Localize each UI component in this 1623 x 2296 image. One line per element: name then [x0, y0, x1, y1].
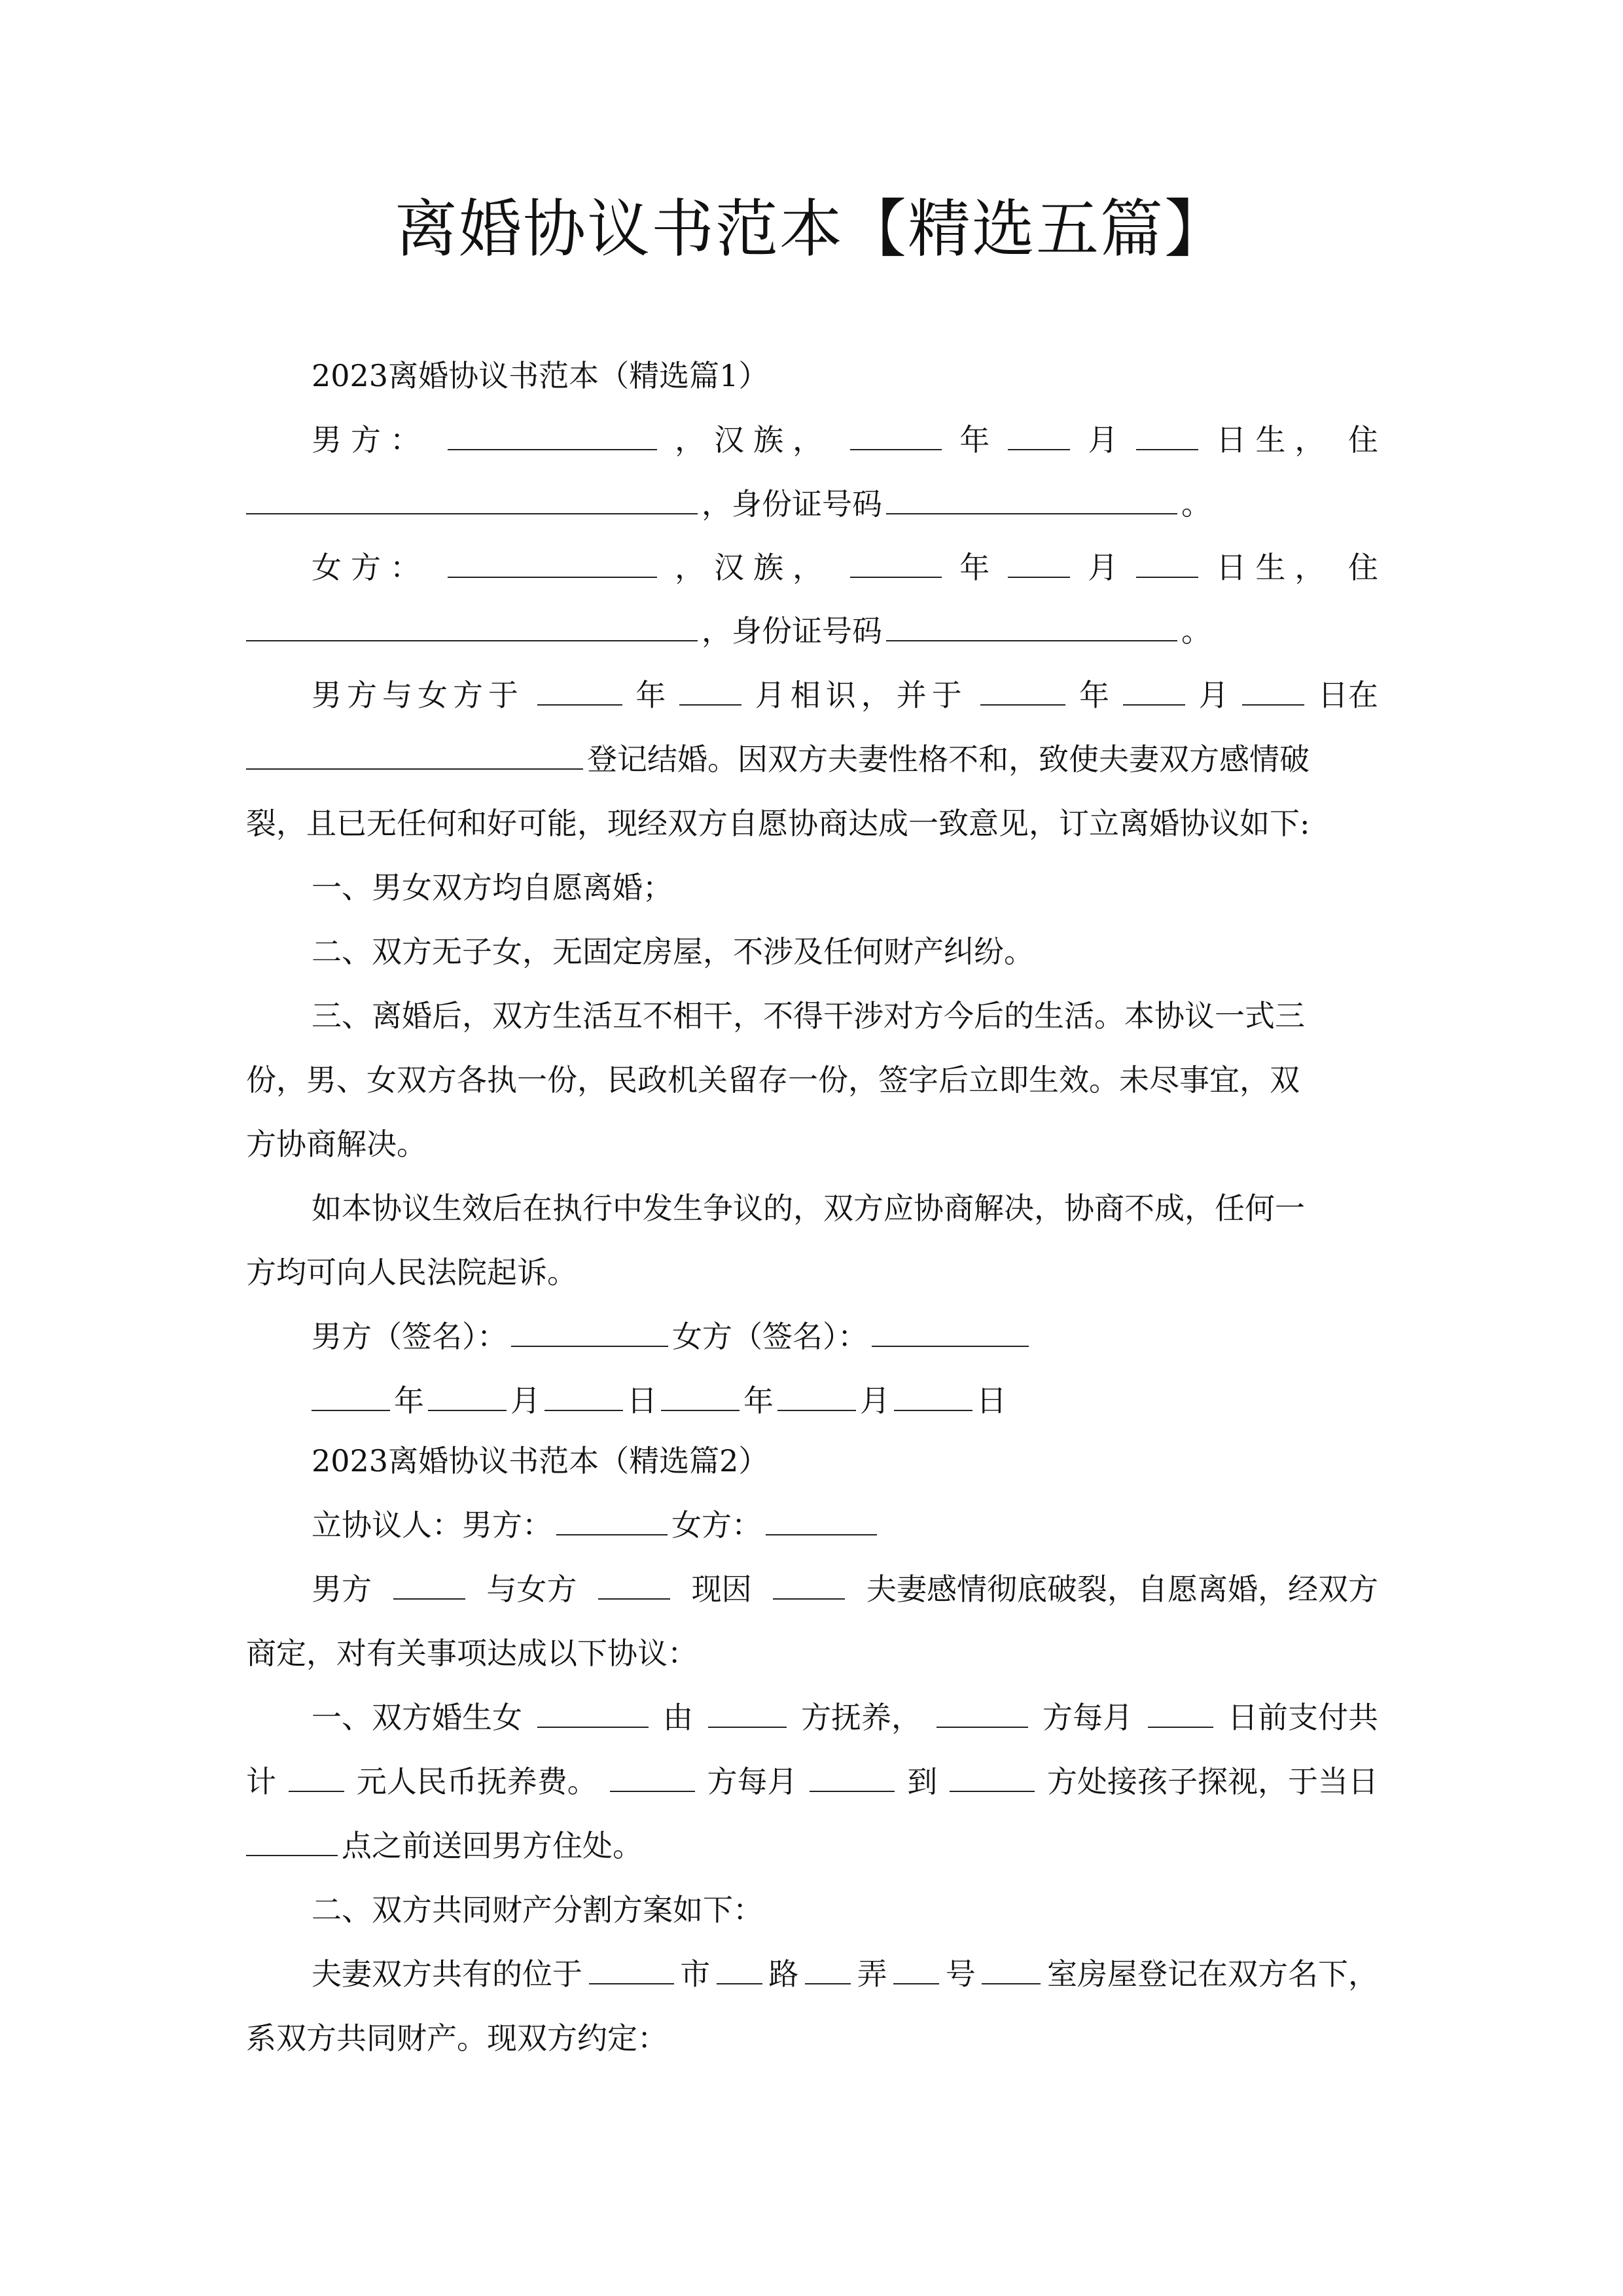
woman-label: 女方：: [312, 550, 429, 585]
custody-line-1: [312, 1696, 1378, 1738]
id-label: ，身份证号码: [702, 486, 882, 522]
date-month-text: 月: [510, 1383, 541, 1418]
marry-month-text: 月: [1198, 677, 1229, 713]
ethnic-text: ，汉族，: [675, 550, 832, 585]
period-text: 。: [1181, 613, 1211, 649]
man-label: 男方：: [312, 422, 429, 457]
custody-daughter: 一、双方婚生女: [312, 1700, 522, 1735]
meet-month-text: 月相识，并于: [755, 677, 967, 713]
year-text: 年: [959, 550, 990, 585]
house-line: [312, 1953, 1378, 1995]
marry-year-text: 年: [1079, 677, 1110, 713]
road-text: 路: [768, 1956, 799, 1992]
woman-name-blank[interactable]: [448, 547, 657, 578]
article-1-item-3-line-2: 份，男、女双方各执一份，民政机关留存一份，签字后立即生效。未尽事宜，双: [246, 1062, 1300, 1098]
man-birth-month-blank[interactable]: [1008, 419, 1070, 450]
visit-party-blank[interactable]: [950, 1761, 1035, 1792]
sign-woman-blank[interactable]: [872, 1316, 1029, 1347]
dispute-line-1: 如本协议生效后在执行中发生争议的，双方应协商解决，协商不成，任何一: [312, 1191, 1305, 1226]
intro-reason: 现因: [691, 1571, 752, 1607]
signature-line: [312, 1316, 1378, 1357]
woman-id-line: [246, 610, 1378, 652]
live-text: 住: [1347, 422, 1378, 457]
return-time-blank[interactable]: [246, 1825, 338, 1856]
road-blank[interactable]: [717, 1953, 762, 1984]
woman-birth-year-blank[interactable]: [850, 547, 942, 578]
date2-month-text: 月: [860, 1383, 890, 1418]
date2-month-blank[interactable]: [777, 1380, 856, 1411]
year-text: 年: [959, 422, 990, 457]
city-blank[interactable]: [589, 1953, 674, 1984]
pay-before: 日前支付共: [1228, 1700, 1378, 1735]
intro-line: [312, 1568, 1378, 1610]
visit-to: 到: [907, 1764, 938, 1799]
intro-cont-line: 商定，对有关事项达成以下协议：: [246, 1636, 698, 1671]
number-blank[interactable]: [893, 1953, 939, 1984]
pay-day-blank[interactable]: [1148, 1696, 1213, 1728]
meet-year-blank[interactable]: [537, 674, 622, 706]
signature-date-line: [312, 1380, 1378, 1422]
man-info-line: [312, 419, 1378, 461]
property-heading: 二、双方共同财产分割方案如下：: [312, 1892, 763, 1928]
custody-party-blank[interactable]: [708, 1696, 787, 1728]
date-year-text: 年: [394, 1383, 424, 1418]
document-title: 离婚协议书范本【精选五篇】: [395, 192, 1228, 266]
lane-text: 弄: [857, 1956, 887, 1992]
house-cont-line: 系双方共同财产。现双方约定：: [246, 2020, 668, 2056]
custody-line-2: [246, 1761, 1378, 1803]
date2-day-blank[interactable]: [894, 1380, 972, 1411]
daughter-name-blank[interactable]: [537, 1696, 649, 1728]
support-fee-text: 元人民币抚养费。: [356, 1764, 597, 1799]
date-day-blank[interactable]: [544, 1380, 623, 1411]
intro-man: 男方: [312, 1571, 372, 1607]
parties-label: 立协议人：男方：: [312, 1507, 552, 1543]
meet-text: 男方与女方于: [312, 677, 524, 713]
visitor-monthly: 方每月: [707, 1764, 798, 1799]
register-place-blank[interactable]: [246, 738, 583, 770]
ethnic-text: ，汉族，: [675, 422, 832, 457]
payer-monthly: 方每月: [1043, 1700, 1133, 1735]
date-day-text: 日: [627, 1383, 657, 1418]
date2-year-text: 年: [743, 1383, 774, 1418]
woman-birth-month-blank[interactable]: [1008, 547, 1070, 578]
article-2-heading: 2023离婚协议书范本（精选篇2）: [312, 1443, 769, 1479]
intro-woman: 与女方: [486, 1571, 577, 1607]
meet-year-text: 年: [635, 677, 666, 713]
parties-man-blank[interactable]: [556, 1504, 668, 1535]
intro-woman-blank[interactable]: [598, 1568, 670, 1600]
register-text: 登记结婚。因双方夫妻性格不和，致使夫妻双方感情破: [587, 742, 1310, 777]
agree-line: 裂，且已无任何和好可能，现经双方自愿协商达成一致意见，订立离婚协议如下:: [246, 806, 1310, 841]
visitor-blank[interactable]: [610, 1761, 695, 1792]
number-text: 号: [945, 1956, 976, 1992]
day-birth-text: 日生，: [1216, 422, 1334, 457]
live-text: 住: [1347, 550, 1378, 585]
date-year-blank[interactable]: [312, 1380, 390, 1411]
day-birth-text: 日生，: [1216, 550, 1334, 585]
woman-birth-day-blank[interactable]: [1136, 547, 1198, 578]
man-id-line: [246, 483, 1378, 525]
sign-man-blank[interactable]: [511, 1316, 668, 1347]
month-text: 月: [1088, 422, 1118, 457]
parties-line: [312, 1504, 1378, 1546]
sign-woman-label: 女方（签名）：: [672, 1319, 868, 1354]
month-text: 月: [1088, 550, 1118, 585]
lane-blank[interactable]: [805, 1953, 851, 1984]
marry-year-blank[interactable]: [980, 674, 1065, 706]
visit-day-blank[interactable]: [810, 1761, 895, 1792]
woman-address-blank[interactable]: [246, 610, 698, 641]
intro-text: 夫妻感情彻底破裂，自愿离婚，经双方: [866, 1571, 1378, 1607]
woman-id-blank[interactable]: [886, 610, 1177, 641]
visit-text: 方处接孩子探视，于当日: [1047, 1764, 1378, 1799]
marry-day-text: 日在: [1317, 677, 1378, 713]
man-name-blank[interactable]: [448, 419, 657, 450]
article-1-item-3-line-3: 方协商解决。: [246, 1126, 427, 1162]
city-text: 市: [680, 1956, 711, 1992]
marry-month-blank[interactable]: [1123, 674, 1185, 706]
parties-woman-label: 女方：: [671, 1507, 762, 1543]
period-text: 。: [1181, 486, 1211, 522]
man-address-blank[interactable]: [246, 483, 698, 514]
room-blank[interactable]: [982, 1953, 1041, 1984]
parties-woman-blank[interactable]: [766, 1504, 877, 1535]
article-1-item-3-line-1: 三、离婚后，双方生活互不相干，不得干涉对方今后的生活。本协议一式三: [312, 998, 1305, 1033]
date2-day-text: 日: [976, 1383, 1007, 1418]
man-birth-day-blank[interactable]: [1136, 419, 1198, 450]
custody-raise: 方抚养，: [801, 1700, 921, 1735]
register-line: [246, 738, 1378, 780]
woman-info-line: [312, 547, 1378, 588]
article-1-item-2: 二、双方无子女，无固定房屋，不涉及任何财产纠纷。: [312, 934, 1034, 969]
date-month-blank[interactable]: [428, 1380, 507, 1411]
article-1-item-1: 一、男女双方均自愿离婚；: [312, 870, 673, 905]
man-birth-year-blank[interactable]: [850, 419, 942, 450]
dispute-line-2: 方均可向人民法院起诉。: [246, 1255, 577, 1290]
return-text: 点之前送回男方住处。: [342, 1828, 643, 1863]
intro-reason-blank[interactable]: [773, 1568, 845, 1600]
amount-blank[interactable]: [289, 1761, 344, 1792]
intro-man-blank[interactable]: [393, 1568, 465, 1600]
sign-man-label: 男方（签名）：: [312, 1319, 507, 1354]
custody-by: 由: [663, 1700, 693, 1735]
date2-year-blank[interactable]: [661, 1380, 740, 1411]
house-located: 夫妻双方共有的位于: [312, 1956, 582, 1992]
payer-blank[interactable]: [936, 1696, 1028, 1728]
marry-day-blank[interactable]: [1242, 674, 1304, 706]
article-1-heading: 2023离婚协议书范本（精选篇1）: [312, 358, 769, 393]
meet-month-blank[interactable]: [679, 674, 741, 706]
man-id-blank[interactable]: [886, 483, 1177, 514]
id-label: ，身份证号码: [702, 613, 882, 649]
custody-line-3: [246, 1825, 1378, 1867]
marriage-line: [312, 674, 1378, 716]
house-registered: 室房屋登记在双方名下，: [1046, 1956, 1378, 1992]
total-text: 计: [246, 1764, 276, 1799]
